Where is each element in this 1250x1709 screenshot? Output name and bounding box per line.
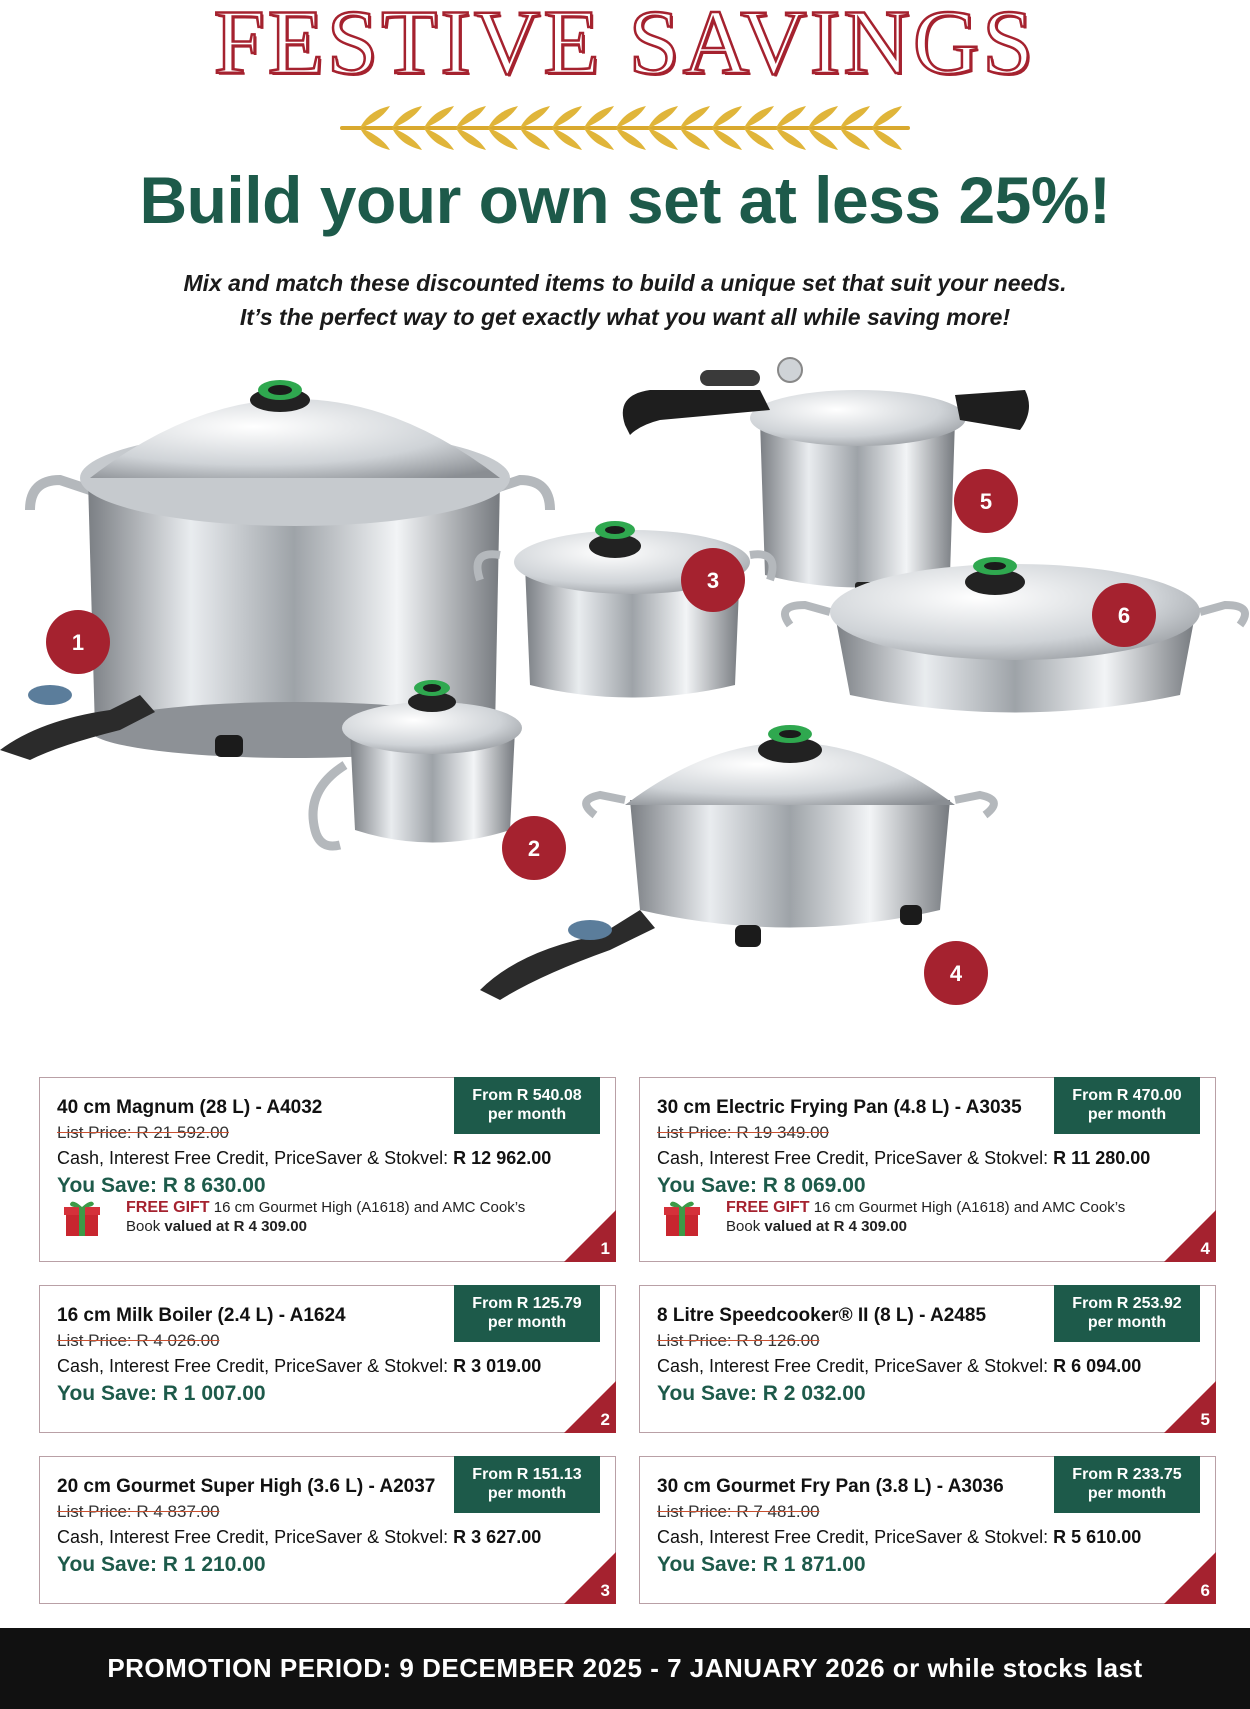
cash-price-line [57,1525,541,1549]
card-title: 16 cm Milk Boiler (2.4 L) - A1624 [57,1305,346,1326]
gift-icon [662,1198,702,1238]
monthly-price-badge [1054,1285,1200,1342]
free-gift-text [126,1198,546,1236]
you-save: You Save: R 8 630.00 [57,1174,266,1197]
cash-label: Cash, Interest Free Credit, PriceSaver & Stokvel: [57,1527,449,1547]
card-number-tab [1164,1210,1216,1262]
card-number-tab [564,1552,616,1604]
list-price: List Price: R 4 026.00 [57,1331,220,1350]
card-number-tab [564,1381,616,1433]
monthly-period: per month [487,1485,567,1502]
cash-price: R 3 627.00 [453,1527,542,1547]
product-card-electric-frying-pan [639,1077,1216,1262]
free-gift-description: 16 cm Gourmet High (A1618) and AMC Cook’s Book [126,1199,526,1235]
list-price: List Price: R 4 837.00 [57,1502,220,1521]
card-number-tab [564,1210,616,1262]
monthly-price: From R 253.92 [1072,1295,1182,1312]
product-marker-5 [954,469,1018,533]
cash-price: R 5 610.00 [1053,1527,1142,1547]
product-card-milk-boiler [39,1285,616,1433]
product-marker-1 [46,610,110,674]
list-price: List Price: R 19 349.00 [657,1123,829,1142]
card-number-tab [1164,1381,1216,1433]
cash-price: R 3 019.00 [453,1356,542,1376]
card-title: 30 cm Gourmet Fry Pan (3.8 L) - A3036 [657,1476,1004,1497]
cash-price: R 6 094.00 [1053,1356,1142,1376]
product-marker-2-label: 2 [527,836,541,861]
cash-label: Cash, Interest Free Credit, PriceSaver & Stokvel: [657,1356,1049,1376]
product-marker-4-label: 4 [949,961,963,986]
product-marker-6-label: 6 [1117,603,1131,628]
free-gift-value: valued at R 4 309.00 [164,1218,307,1235]
free-gift-label: FREE GIFT [726,1199,810,1216]
card-number: 1 [600,1239,610,1258]
monthly-period: per month [487,1314,567,1331]
you-save: You Save: R 2 032.00 [657,1382,866,1405]
cookware-product-image [0,350,1250,1070]
subtitle-line-2: It’s the perfect way to get exactly what you want all while saving more! [239,304,1011,330]
cash-label: Cash, Interest Free Credit, PriceSaver & Stokvel: [57,1356,449,1376]
monthly-price-badge [1054,1077,1200,1134]
monthly-price: From R 151.13 [472,1466,582,1483]
you-save: You Save: R 1 871.00 [657,1553,866,1576]
cash-price-line [57,1354,541,1378]
magnum-pot-illustration [0,380,550,760]
monthly-period: per month [1087,1314,1167,1331]
headline: Build your own set at less 25%! [139,163,1111,237]
list-price: List Price: R 21 592.00 [57,1123,229,1142]
product-card-gourmet-fry-pan [639,1456,1216,1604]
cash-price-line [657,1146,1150,1170]
product-marker-2 [502,816,566,880]
cash-price: R 12 962.00 [453,1148,552,1168]
product-marker-6 [1092,583,1156,647]
monthly-period: per month [1087,1106,1167,1123]
product-marker-5-label: 5 [979,489,993,514]
monthly-price-badge [1054,1456,1200,1513]
subtitle-line-1: Mix and match these discounted items to build a unique set that suit your needs. [183,270,1067,296]
monthly-price-badge [454,1077,600,1134]
card-title: 8 Litre Speedcooker® II (8 L) - A2485 [657,1305,987,1326]
free-gift-description: 16 cm Gourmet High (A1618) and AMC Cook’s Book [726,1199,1126,1235]
gourmet-super-high-illustration [478,521,773,698]
monthly-price-badge [454,1456,600,1513]
monthly-price-badge [454,1285,600,1342]
you-save: You Save: R 1 007.00 [57,1382,266,1405]
product-card-gourmet-super-high [39,1456,616,1604]
free-gift-label: FREE GIFT [126,1199,210,1216]
monthly-price: From R 470.00 [1072,1087,1182,1104]
card-number: 6 [1200,1581,1210,1600]
card-title: 20 cm Gourmet Super High (3.6 L) - A2037 [57,1476,436,1497]
cash-label: Cash, Interest Free Credit, PriceSaver & Stokvel: [57,1148,449,1168]
product-marker-4 [924,941,988,1005]
card-number: 4 [1200,1239,1210,1258]
cash-price-line [657,1525,1141,1549]
cash-price: R 11 280.00 [1053,1148,1151,1168]
you-save: You Save: R 8 069.00 [657,1174,866,1197]
gift-icon [62,1198,102,1238]
cash-label: Cash, Interest Free Credit, PriceSaver & Stokvel: [657,1527,1049,1547]
you-save: You Save: R 1 210.00 [57,1553,266,1576]
product-card-speedcooker [639,1285,1216,1433]
card-number: 2 [600,1410,610,1429]
cash-label: Cash, Interest Free Credit, PriceSaver & Stokvel: [657,1148,1049,1168]
free-gift-text [726,1198,1146,1236]
card-title: 40 cm Magnum (28 L) - A4032 [57,1097,323,1118]
card-title: 30 cm Electric Frying Pan (4.8 L) - A3035 [657,1097,1022,1118]
card-number: 5 [1200,1410,1210,1429]
card-number: 3 [600,1581,610,1600]
product-card-magnum [39,1077,616,1262]
monthly-period: per month [487,1106,567,1123]
monthly-period: per month [1087,1485,1167,1502]
card-number-tab [1164,1552,1216,1604]
monthly-price: From R 540.08 [472,1087,582,1104]
list-price: List Price: R 7 481.00 [657,1502,820,1521]
festive-savings-title: FESTIVE SAVINGS [213,0,1037,93]
product-marker-3 [681,548,745,612]
list-price: List Price: R 8 126.00 [657,1331,820,1350]
product-marker-3-label: 3 [706,568,720,593]
subtitle [0,266,1250,334]
cash-price-line [57,1146,551,1170]
cash-price-line [657,1354,1141,1378]
free-gift-value: valued at R 4 309.00 [764,1218,907,1235]
laurel-ornament [340,104,910,152]
product-marker-1-label: 1 [71,630,85,655]
monthly-price: From R 233.75 [1072,1466,1182,1483]
monthly-price: From R 125.79 [472,1295,582,1312]
promotion-period-banner: PROMOTION PERIOD: 9 DECEMBER 2025 - 7 JANUARY 2026 or while stocks last [0,1628,1250,1709]
